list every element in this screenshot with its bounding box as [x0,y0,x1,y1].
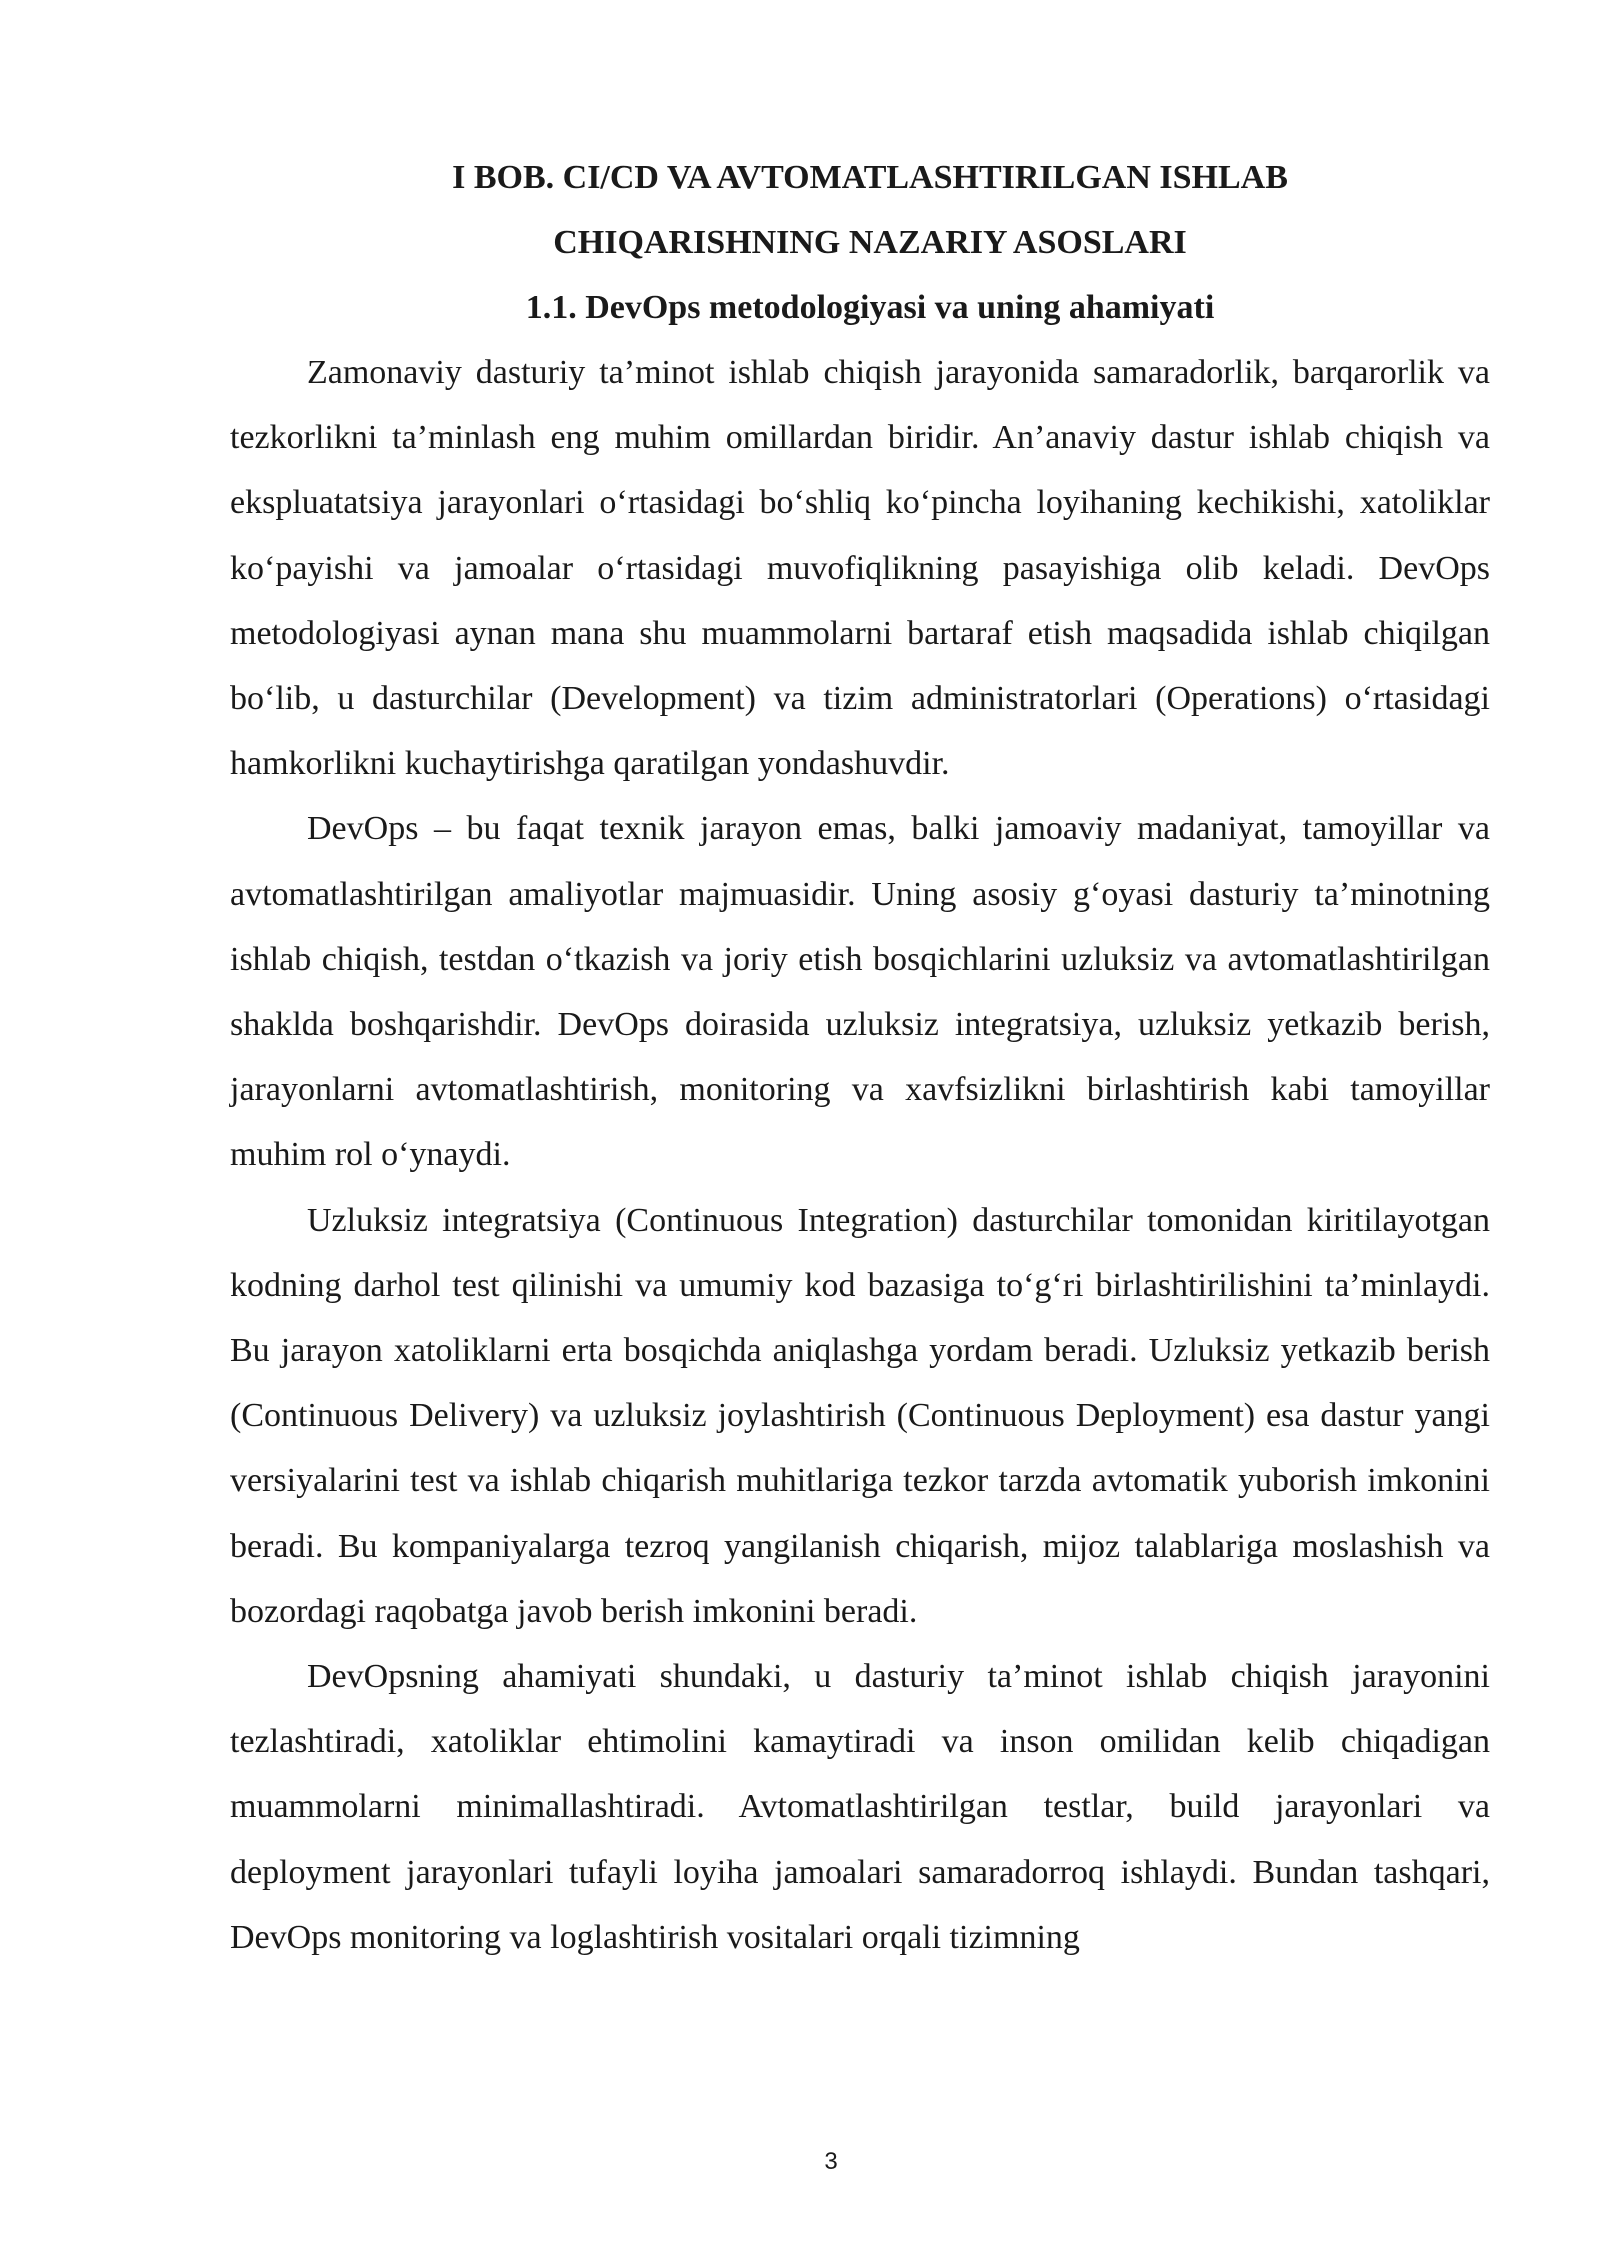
section-title: 1.1. DevOps metodologiyasi va uning ahamiyati [525,289,1215,326]
document-page [230,145,1490,1970]
chapter-title-line-2: CHIQARISHNING NAZARIY ASOSLARI [553,224,1187,261]
paragraph-1: Zamonaviy dasturiy ta’minot ishlab chiqish jarayonida samaradorlik, barqarorlik va tezkorlikni ta’minlash eng muhim omillardan biridir. An’anaviy dastur ishlab chiqish va ekspluatatsiya jarayonlari o‘rtasidagi bo‘shliq ko‘pincha loyihaning kechikishi, xatoliklar ko‘payishi va jamoalar o‘rtasidagi muvofiqlikning pasayishiga olib keladi. DevOps metodologiyasi aynan mana shu muammolarni bartaraf etish maqsadida ishlab chiqilgan bo‘lib, u dasturchilar (Development) va tizim administratorlari (Operations) o‘rtasidagi hamkorlikni kuchaytirishga qaratilgan yondashuvdir. [230,354,1490,783]
page-number: 3 [824,2148,838,2175]
paragraph-3: Uzluksiz integratsiya (Continuous Integration) dasturchilar tomonidan kiritilayotgan kodning darhol test qilinishi va umumiy kod bazasiga to‘g‘ri birlashtirilishini ta’minlaydi. Bu jarayon xatoliklarni erta bosqichda aniqlashga yordam beradi. Uzluksiz yetkazib berish (Continuous Delivery) va uzluksiz joylashtirish (Continuous Deployment) esa dastur yangi versiyalarini test va ishlab chiqarish muhitlariga tezkor tarzda avtomatik yuborish imkonini beradi. Bu kompaniyalarga tezroq yangilanish chiqarish, mijoz talablariga moslashish va bozordagi raqobatga javob berish imkonini beradi. [230,1201,1490,1630]
paragraph-4: DevOpsning ahamiyati shundaki, u dasturiy ta’minot ishlab chiqish jarayonini tezlashtiradi, xatoliklar ehtimolini kamaytiradi va inson omilidan kelib chiqadigan muammolarni minimallashtiradi. Avtomatlashtirilgan testlar, build jarayonlari va deployment jarayonlari tufayli loyiha jamoalari samaradorroq ishlaydi. Bundan tashqari, DevOps monitoring va loglashtirish vositalari orqali tizimning [230,1658,1490,1956]
paragraph-2: DevOps – bu faqat texnik jarayon emas, balki jamoaviy madaniyat, tamoyillar va avtomatlashtirilgan amaliyotlar majmuasidir. Uning asosiy g‘oyasi dasturiy ta’minotning ishlab chiqish, testdan o‘tkazish va joriy etish bosqichlarini uzluksiz va avtomatlashtirilgan shaklda boshqarishdir. DevOps doirasida uzluksiz integratsiya, uzluksiz yetkazib berish, jarayonlarni avtomatlashtirish, monitoring va xavfsizlikni birlashtirish kabi tamoyillar muhim rol o‘ynaydi. [230,810,1490,1174]
chapter-title-line-1: I BOB. CI/CD VA AVTOMATLASHTIRILGAN ISHLAB [452,159,1288,196]
